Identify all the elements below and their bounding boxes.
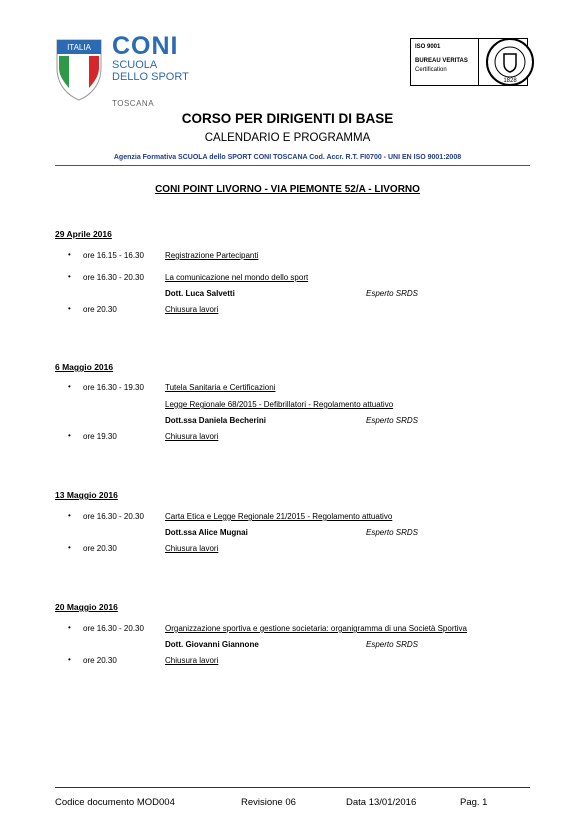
speaker-role: Esperto SRDS	[366, 640, 419, 649]
certification-box	[410, 38, 528, 86]
day-date: 29 Aprile 2016	[55, 229, 112, 239]
activity: Chiusura lavori	[165, 656, 219, 665]
seal-year: 1828	[503, 78, 517, 84]
activity: Carta Etica e Legge Regionale 21/2015 - Regolamento attuativo	[165, 512, 393, 521]
footer-date: Data 13/01/2016	[346, 797, 417, 808]
location-title: CONI POINT LIVORNO - VIA PIEMONTE 52/A - LIVORNO	[155, 184, 420, 195]
time-slot: ore 19.30	[83, 432, 117, 441]
time-slot: ore 20.30	[83, 305, 117, 314]
page-title: CORSO PER DIRIGENTI DI BASE	[181, 111, 394, 126]
activity: Registrazione Partecipanti	[165, 251, 259, 260]
bullet: •	[68, 272, 71, 281]
speaker-role: Esperto SRDS	[366, 416, 419, 425]
logo-line1: SCUOLA	[112, 59, 158, 71]
day-date: 20 Maggio 2016	[55, 602, 118, 612]
bullet: •	[68, 382, 71, 391]
bullet: •	[68, 431, 71, 440]
activity: La comunicazione nel mondo dello sport	[165, 273, 309, 282]
cert-bv: BUREAU VERITAS	[415, 58, 468, 64]
time-slot: ore 20.30	[83, 656, 117, 665]
bullet: •	[68, 511, 71, 520]
page-subtitle: CALENDARIO E PROGRAMMA	[204, 132, 371, 144]
cert-iso: ISO 9001	[415, 44, 441, 50]
logo-italia-text: ITALIA	[67, 43, 91, 52]
time-slot: ore 16.15 - 16.30	[83, 251, 144, 260]
bullet: •	[68, 543, 71, 552]
activity: Tutela Sanitaria e Certificazioni	[165, 383, 276, 392]
time-slot: ore 20.30	[83, 544, 117, 553]
bullet: •	[68, 655, 71, 664]
logo-coni-text: CONI	[112, 32, 179, 60]
footer-page: Pag. 1	[460, 797, 488, 808]
footer-code: Codice documento MOD004	[55, 797, 175, 808]
activity: Organizzazione sportiva e gestione societaria: organigramma di una Società Sportiva	[165, 624, 467, 633]
bullet: •	[68, 623, 71, 632]
time-slot: ore 16.30 - 20.30	[83, 624, 144, 633]
speaker-role: Esperto SRDS	[366, 289, 419, 298]
cert-label: Certification	[415, 67, 447, 73]
time-slot: ore 16.30 - 19.30	[83, 383, 144, 392]
coni-shield-logo	[55, 38, 103, 102]
activity: Chiusura lavori	[165, 544, 219, 553]
footer-divider	[55, 787, 530, 788]
agency-line: Agenzia Formativa SCUOLA dello SPORT CONI TOSCANA Cod. Accr. R.T. FI0700 - UNI EN ISO 9001:2008	[113, 154, 462, 161]
day-date: 6 Maggio 2016	[55, 362, 114, 372]
logo-subtitle	[112, 59, 189, 83]
time-slot: ore 16.30 - 20.30	[83, 273, 144, 282]
cert-divider	[478, 38, 479, 86]
bureau-veritas-seal-icon	[483, 35, 537, 89]
speaker: Dott.ssa Daniela Becherini	[165, 416, 266, 425]
speaker: Dott. Luca Salvetti	[165, 289, 235, 298]
time-slot: ore 16.30 - 20.30	[83, 512, 144, 521]
header-divider	[55, 165, 530, 166]
speaker-role: Esperto SRDS	[366, 528, 419, 537]
activity: Chiusura lavori	[165, 432, 219, 441]
bullet: •	[68, 250, 71, 259]
activity: Chiusura lavori	[165, 305, 219, 314]
speaker: Dott.ssa Alice Mugnai	[165, 528, 248, 537]
logo-line2: DELLO SPORT	[112, 71, 189, 83]
activity-detail: Legge Regionale 68/2015 - Defibrillatori - Regolamento attuativo	[165, 400, 394, 409]
footer-revision: Revisione 06	[241, 797, 296, 808]
bullet: •	[68, 304, 71, 313]
logo-region: TOSCANA	[112, 99, 155, 108]
speaker: Dott. Giovanni Giannone	[165, 640, 259, 649]
day-date: 13 Maggio 2016	[55, 490, 118, 500]
